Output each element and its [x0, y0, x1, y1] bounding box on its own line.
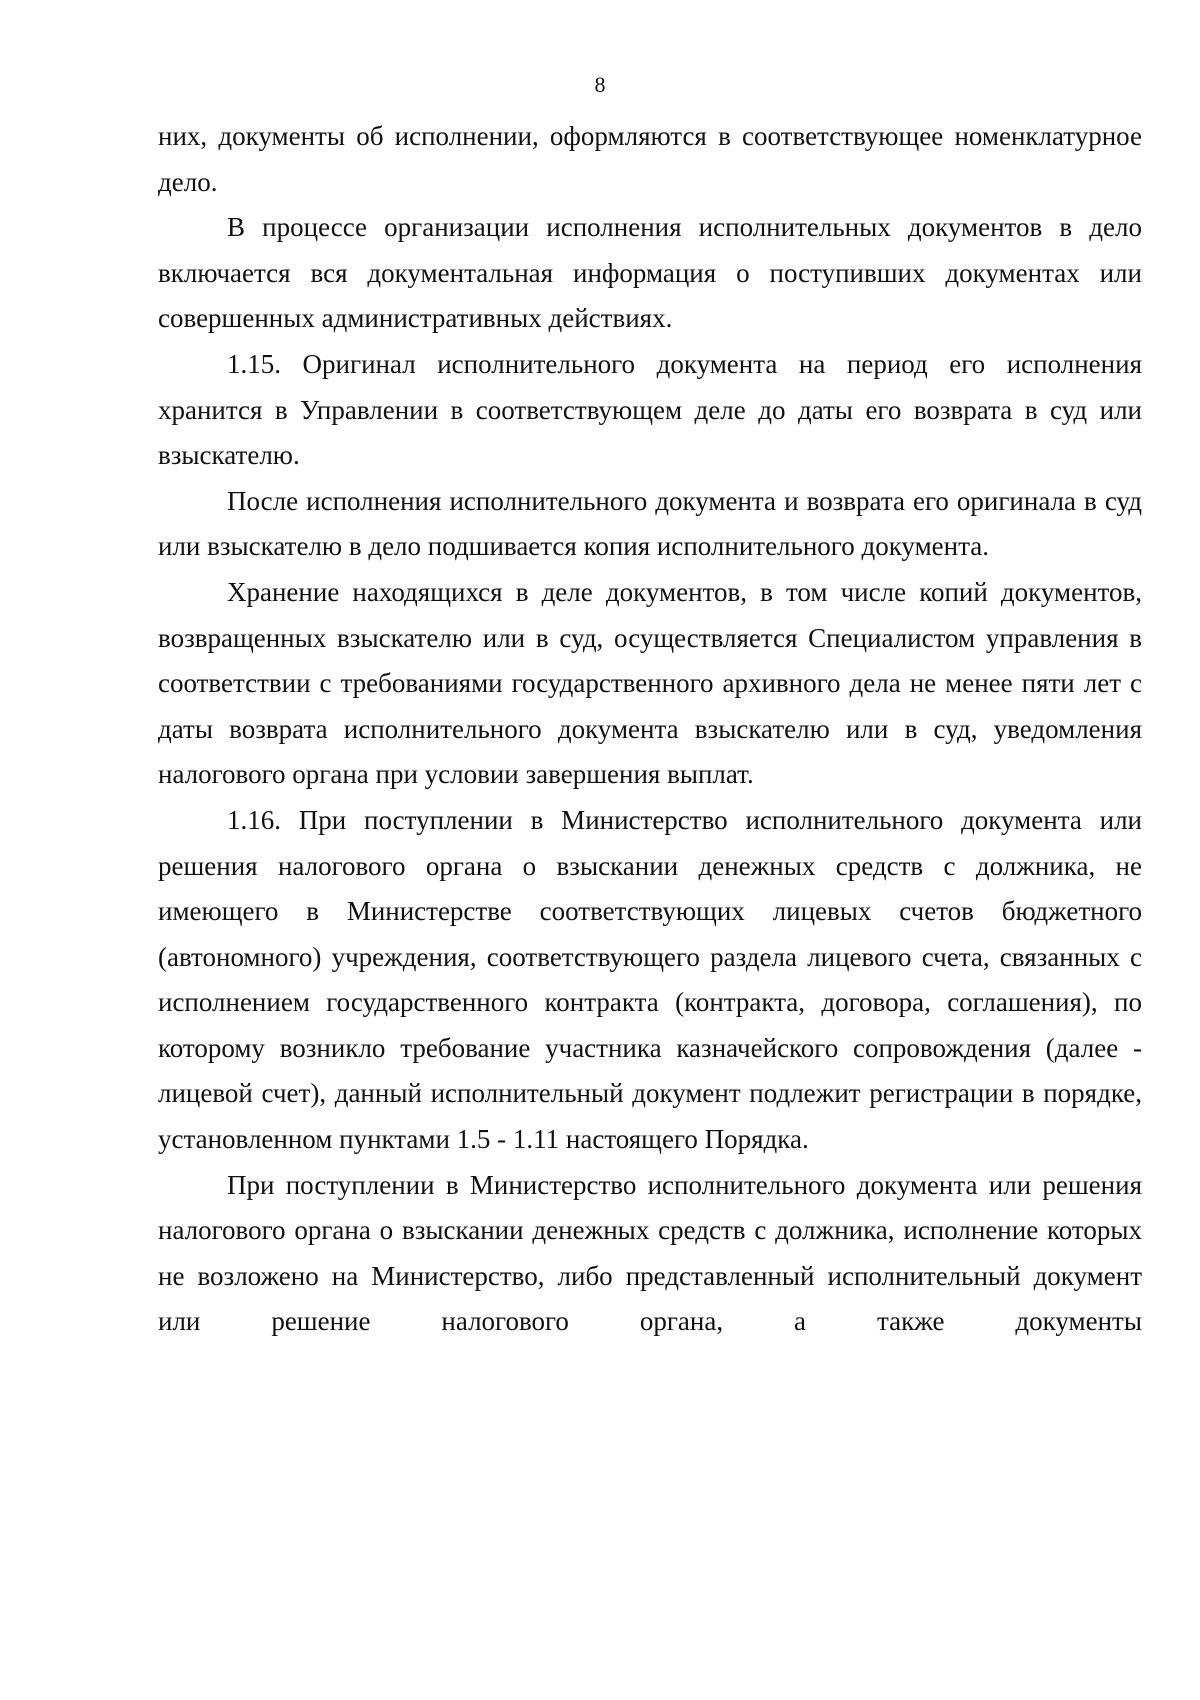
paragraph-continuation: них, документы об исполнении, оформляются в соответствующее номенклатурное дело. [158, 121, 1142, 197]
paragraph-clause-1-15: 1.15. Оригинал исполнительного документа на период его исполнения хранится в Управлении в соответствующем деле до даты его возврата в суд или взыскателю. [158, 348, 1142, 471]
paragraph-clause-1-16: 1.16. При поступлении в Министерство исполнительного документа или решения налогового органа о взыскании денежных средств с должника, не имеющего в Министерстве соответствующих лицевых счетов бюджетного (автономного) учреждения, соответствующего раздела лицевого счета, связанных с исполнением государственного контракта (контракта, договора, соглашения), по которому возникло требование участника казначейского сопровождения (далее - лицевой счет), данный исполнительный документ подлежит регистрации в порядке, установленном пунктами 1.5 - 1.11 настоящего Порядка. [158, 804, 1142, 1155]
page-number: 8 [594, 72, 606, 97]
document-body [158, 114, 1142, 1345]
paragraph: При поступлении в Министерство исполнительного документа или решения налогового органа о взыскании денежных средств с должника, исполнение которых не возложено на Министерство, либо представленный исполнительный документ или решение налогового органа, а также документы [158, 1169, 1142, 1337]
paragraph: В процессе организации исполнения исполнительных документов в дело включается вся документальная информация о поступивших документах или совершенных административных действиях. [158, 212, 1142, 334]
paragraph: Хранение находящихся в деле документов, в том числе копий документов, возвращенных взыскателю или в суд, осуществляется Специалистом управления в соответствии с требованиями государственного архивного дела не менее пяти лет с даты возврата исполнительного документа взыскателю или в суд, уведомления налогового органа при условии завершения выплат. [158, 576, 1142, 790]
paragraph: После исполнения исполнительного документа и возврата его оригинала в суд или взыскателю в дело подшивается копия исполнительного документа. [158, 485, 1142, 562]
